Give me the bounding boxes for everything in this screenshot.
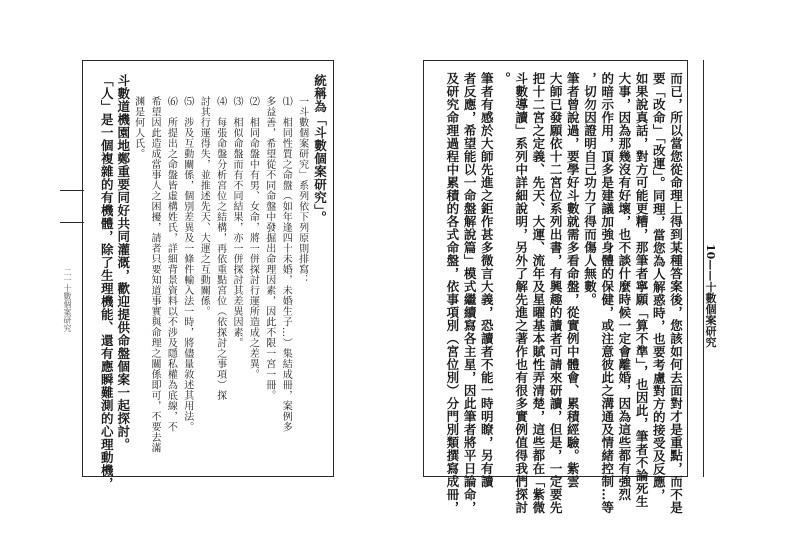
left-frame-right: [333, 60, 334, 477]
left-text-column: ⑷ 每張命盤分析宮位之結構，再依重點宮位（依探討之事項）探: [214, 96, 226, 401]
left-gutter-mark: [60, 190, 84, 191]
left-text-column: 渊是何人氏。: [132, 96, 144, 159]
left-text-column: 希望因此造成當事人之困擾，請者只要知道事實與命理之關係即可，不要去滿: [149, 96, 160, 453]
running-head: 10——十數個案研究: [704, 244, 717, 348]
left-text-column: 統稱為「斗數個案研究」。: [312, 74, 328, 224]
right-text-column: 大師已發願依十二宮位系列出書，有興趣的讀者可請來研讀，但是，一定要先: [548, 72, 564, 514]
right-text-column: 。: [496, 72, 512, 85]
left-text-column: ⑴ 相同性質之命盤（如年逢四十未婚，未婚生子…）集結成冊，案例多: [280, 96, 292, 432]
left-text-column: ⑹ 所提出之命盤皆虛構姓氏，詳細背景資料以不涉及隱私權為底線，不: [165, 96, 177, 432]
right-frame-right: [687, 60, 688, 477]
right-text-column: 而已，所以當您從命理上得到某種答案後，您該如何去面對才是重點，而不是: [668, 72, 684, 514]
right-page: [397, 0, 793, 535]
left-text-column: 討其行運得失，並推述先天、大運之互動關係。: [198, 96, 210, 317]
right-frame-left: [423, 60, 424, 477]
left-page: [0, 0, 396, 535]
left-frame-bottom: [82, 476, 334, 477]
right-text-column: 斗數導讀」系列中詳細說明，另外了解先進之著作也有很多實例值得我們探討: [513, 72, 529, 514]
right-text-column: 如果說真話，對方可能更糟，那筆者寧願「算不準」，也因此，筆者不論死生: [634, 72, 650, 508]
right-text-column: ，切勿因證明自己功力了得而傷人無數。: [582, 72, 598, 306]
left-text-column: 斗數道機園地鄭重要同好共同灌溉，歡迎提供命盤個案一起探討。: [115, 74, 131, 451]
left-text-column: 一斗數個案研究」系列依下列原則排寫：: [296, 96, 308, 285]
left-text-column: ⑵ 相同命盤中有男、女命，將一併探討行運所造成之差異。: [247, 96, 259, 380]
left-gutter-mark-2: [60, 222, 84, 223]
right-text-column: 筆者曾說過，要學好斗數就需多看命盤，從實例中體會、累積經驗。紫雲: [565, 72, 581, 488]
right-text-column: 的暗示作用，頂多是建議加強身體的保健，或注意彼此之溝通及情緒控制…等: [599, 72, 615, 514]
right-frame-top: [423, 60, 688, 61]
left-text-column: ⑸ 涉及互動關係，個別差異及一條件輸入法一時，將儘量敘述其用法。: [181, 96, 193, 432]
right-text-column: 把十二宮之定義、先天、大運、流年及星曜基本賦性弄清楚，這些都在「紫微: [530, 72, 546, 514]
right-text-column: 大事，因為那幾沒有好壞，也不談什麼時候一定會離婚，因為這些都有強烈: [616, 72, 632, 501]
left-text-column: 多益善，希望從不同命盤中發掘出命理因素，因此不限一宮一冊。: [263, 96, 275, 401]
left-frame-left: [82, 60, 83, 477]
right-text-column: 要「改命」「改運」。同理，當您為人解惑時，也要考慮對方的接受及反應，: [651, 72, 667, 502]
right-text-column: 者反應，希望能以一命盤解說篇」模式繼續寫各主星，因此筆者將平日論命，: [462, 72, 478, 514]
left-frame-top: [82, 60, 334, 61]
left-text-column: 「人」是一個複雜的有機體，除了生理機能、還有應瞬難測的心理動機，: [99, 74, 115, 490]
left-text-column: ⑶ 相似命盤而有不同結果，亦一併探討其差異因素。: [231, 96, 242, 348]
left-margin-note: 二一十數個案研究: [63, 268, 72, 332]
right-text-column: 筆者有感於大師先進之鉅作甚多微言大義，恐讀者不能一時明瞭，另有讀: [479, 72, 495, 488]
right-text-column: 及研究命理過程中累積的各式命盤，依事項別（宮位別）分門別類撰寫成冊，: [444, 72, 460, 514]
